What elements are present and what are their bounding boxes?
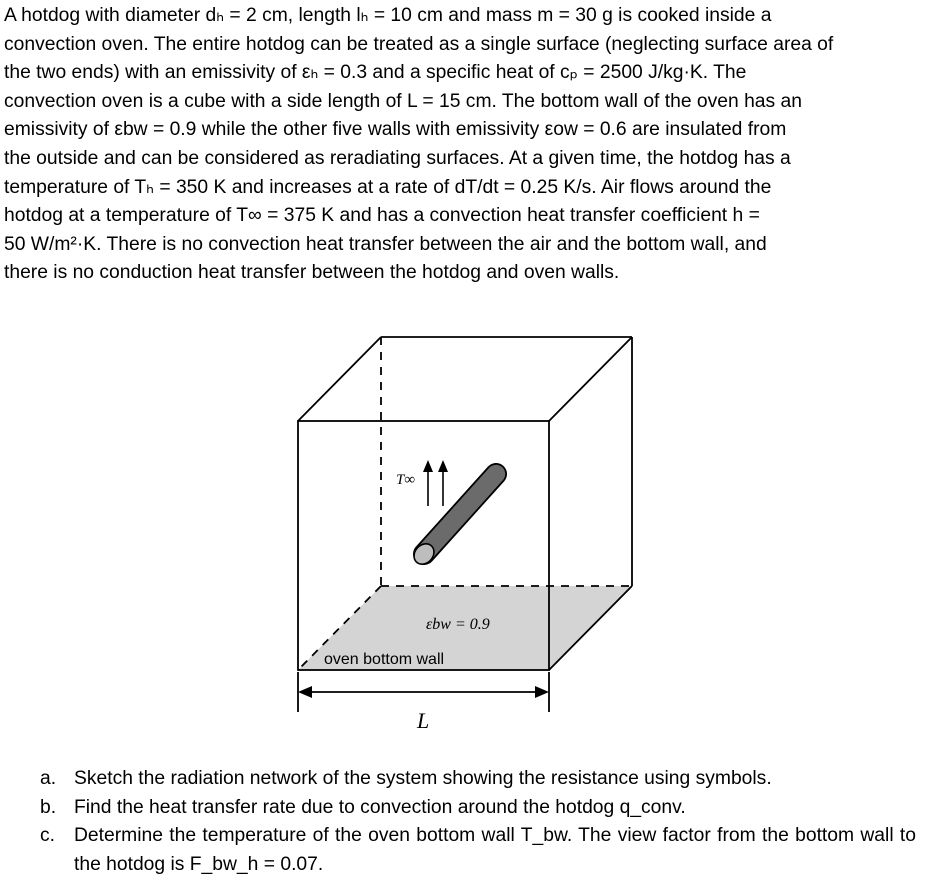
problem-line: convection oven. The entire hotdog can be treated as a single surface (neglecting surface area of: [4, 33, 834, 55]
problem-statement: [4, 2, 916, 288]
problem-line: convection oven is a cube with a side length of L = 15 cm. The bottom wall of the oven has an: [4, 90, 802, 112]
problem-line: temperature of Tₕ = 350 K and increases at a rate of dT/dt = 0.25 K/s. Air flows around the: [4, 176, 772, 198]
airflow-arrows: [423, 460, 448, 506]
dimension-line: [298, 672, 549, 712]
question-item: [4, 765, 916, 794]
hotdog: [410, 474, 496, 568]
problem-line: the two ends) with an emissivity of εₕ = 0.3 and a specific heat of cₚ = 2500 J/kg·K. The: [4, 62, 747, 84]
bottom-wall-label: oven bottom wall: [324, 651, 445, 668]
t-infinity-label: T∞: [396, 472, 416, 488]
question-text: Find the heat transfer rate due to convection around the hotdog q_conv.: [74, 796, 686, 818]
question-item: [4, 822, 916, 879]
question-text: Determine the temperature of the oven bottom wall T_bw. The view factor from the bottom wall to the hotdog is F_bw_h = 0.07.: [74, 825, 916, 875]
problem-line: there is no conduction heat transfer between the hotdog and oven walls.: [4, 262, 620, 284]
dimension-label: L: [417, 708, 430, 733]
question-label: a.: [40, 768, 57, 789]
oven-diagram: [0, 300, 934, 750]
problem-line: the outside and can be considered as reradiating surfaces. At a given time, the hotdog has a: [4, 147, 791, 169]
question-text: Sketch the radiation network of the system showing the resistance using symbols.: [74, 768, 772, 789]
emissivity-label: εbw = 0.9: [426, 616, 490, 633]
question-label: c.: [40, 825, 55, 847]
problem-line: emissivity of εbw = 0.9 while the other five walls with emissivity εow = 0.6 are insulated from: [4, 119, 787, 141]
problem-line: A hotdog with diameter dₕ = 2 cm, length lₕ = 10 cm and mass m = 30 g is cooked inside a: [4, 5, 772, 26]
question-item: [4, 794, 916, 823]
problem-line: 50 W/m²·K. There is no convection heat transfer between the air and the bottom wall, and: [4, 233, 767, 255]
question-list: [4, 765, 916, 879]
question-label: b.: [40, 796, 57, 818]
problem-line: hotdog at a temperature of T∞ = 375 K and has a convection heat transfer coefficient h =: [4, 205, 760, 227]
